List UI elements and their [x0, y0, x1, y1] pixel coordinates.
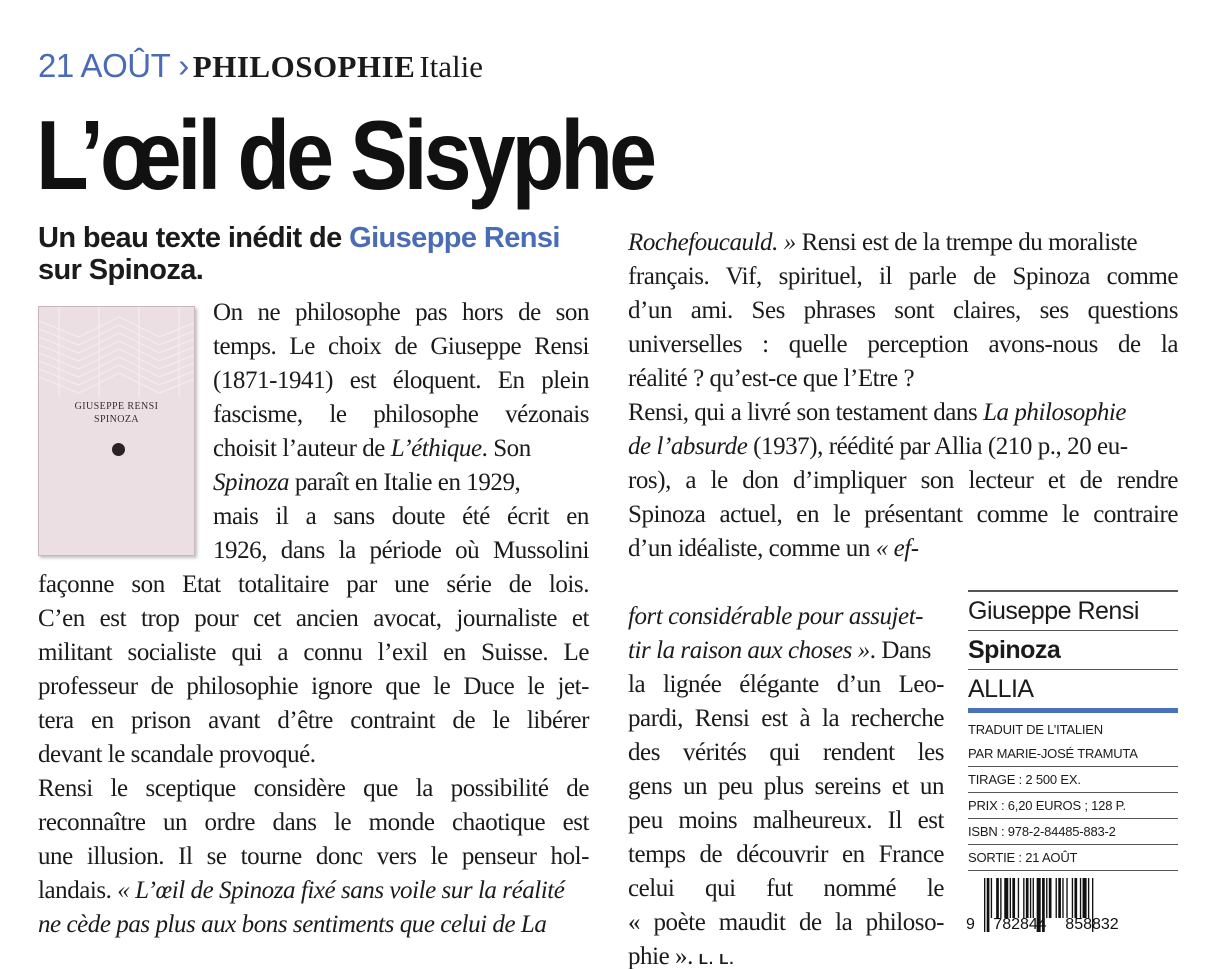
barcode-digit-lead: 9: [966, 916, 975, 933]
text-line: (1871-1941) est éloquent. En plein: [213, 367, 589, 394]
factbox-isbn: ISBN : 978-2-84485-883-2: [968, 819, 1178, 845]
text-line: ros), a le don d’impliquer son lecteur et de rendre: [628, 467, 1178, 494]
factbox-author: Giuseppe Rensi: [968, 592, 1178, 631]
text-line: façonne son Etat totalitaire par une série de lois.: [38, 571, 589, 598]
barcode-bar: [1088, 878, 1089, 918]
book-title-absurde: de l’absurde: [628, 433, 748, 460]
text-line: mais il a sans doute été écrit en: [213, 503, 589, 530]
text-line: On ne philosophe pas hors de son: [213, 299, 589, 326]
text-run: . Dans: [869, 637, 931, 664]
book-factbox: [968, 590, 1178, 871]
text-line: Rensi le sceptique considère que la possibilité de: [38, 775, 589, 802]
quote-run: « L’œil de Spinoza fixé sans voile sur la réalité: [117, 877, 565, 904]
book-title-ethique: L’éthique: [390, 435, 482, 462]
kicker-rubric: PHILOSOPHIE: [192, 49, 416, 84]
book-title-philosophie: La philosophie: [983, 399, 1127, 426]
column-1-body: [38, 568, 589, 942]
text-line: [628, 396, 1178, 430]
text-line: tera en prison avant d’être contraint de le libérer: [38, 707, 589, 734]
text-line: [628, 430, 1178, 464]
text-line: 1926, dans la période où Mussolini: [213, 537, 589, 564]
book-title-spinoza: Spinoza: [213, 469, 290, 496]
text-line: la lignée élégante d’un Leo-: [628, 671, 944, 698]
text-run: d’un idéaliste, comme un: [628, 535, 876, 562]
author-signature: L. L.: [698, 951, 735, 968]
quote-run: ne cède pas plus aux bons sentiments que celui de La: [38, 911, 547, 938]
text-line: fascisme, le philosophe vézonais: [213, 401, 589, 428]
section-kicker: [38, 46, 483, 86]
barcode-bar: [1023, 878, 1024, 918]
text-run: Rensi est de la trempe du moraliste: [795, 229, 1138, 256]
quote-run: Rochefoucauld. »: [628, 229, 796, 256]
barcode-bar: [1080, 878, 1081, 918]
text-line: peu moins malheureux. Il est: [628, 807, 944, 834]
isbn-barcode: [966, 876, 1140, 940]
factbox-publisher: ALLIA: [968, 675, 1034, 703]
barcode-bar: [1012, 878, 1015, 918]
column-2-narrow: [628, 600, 944, 969]
kicker-country: Italie: [419, 49, 484, 84]
text-line: « poète maudit de la philoso-: [628, 909, 944, 936]
barcode-bar: [1083, 878, 1087, 918]
text-run: (1937), réédité par Allia (210 p., 20 eu-: [747, 433, 1128, 460]
headline: L’œil de Sisyphe: [36, 100, 654, 210]
text-line: militant socialiste qui a connu l’exil en Suisse. Le: [38, 639, 589, 666]
text-line: [628, 226, 1178, 260]
factbox-price: PRIX : 6,20 EUROS ; 128 P.: [968, 793, 1178, 819]
text-line: celui qui fut nommé le: [628, 875, 944, 902]
barcode-bar: [1049, 878, 1052, 918]
lead-text-2: sur Spinoza.: [38, 254, 204, 286]
text-line: temps de découvrir en France: [628, 841, 944, 868]
barcode-bar: [1004, 878, 1008, 918]
barcode-bar: [1018, 878, 1019, 918]
cover-author: GIUSEPPE RENSI: [74, 401, 159, 412]
barcode-digits-left: 782844: [993, 916, 1047, 933]
text-line: [628, 532, 1178, 566]
factbox-translation-2: PAR MARIE-JOSÉ TRAMUTA: [968, 741, 1178, 767]
barcode-bar: [1058, 878, 1061, 918]
kicker-date: 21 AOÛT ›: [38, 47, 189, 84]
text-line: [38, 874, 589, 908]
factbox-translation-1: TRADUIT DE L’ITALIEN: [968, 722, 1103, 737]
barcode-bar: [1033, 878, 1034, 918]
factbox-release: SORTIE : 21 AOÛT: [968, 845, 1178, 871]
text-line: pardi, Rensi est à la recherche: [628, 705, 944, 732]
barcode-bar: [1026, 878, 1029, 918]
barcode-bar: [1046, 878, 1047, 918]
cover-pattern: [39, 307, 195, 556]
text-run: . Son: [481, 435, 531, 462]
text-line: C’en est trop pour cet ancien avocat, journaliste et: [38, 605, 589, 632]
quote-run: « ef-: [875, 535, 919, 562]
barcode-bar: [1074, 878, 1077, 918]
text-line: [628, 634, 944, 668]
text-line: devant le scandale provoqué.: [38, 741, 316, 768]
text-line: d’un ami. Ses phrases sont claires, ses questions: [628, 297, 1178, 324]
barcode-bar: [1066, 878, 1067, 918]
lead-author: Giuseppe Rensi: [349, 222, 560, 254]
text-line: reconnaître un ordre dans le monde chaotique est: [38, 809, 589, 836]
barcode-digits-right: 858832: [1065, 916, 1119, 933]
text-run: landais.: [38, 877, 118, 904]
text-line: Spinoza actuel, en le présentant comme le contraire: [628, 501, 1178, 528]
barcode-bar: [1010, 878, 1011, 918]
text-line: professeur de philosophie ignore que le Duce le jet-: [38, 673, 589, 700]
text-line: réalité ? qu’est-ce que l’Etre ?: [628, 365, 915, 392]
quote-run: fort considérable pour assujet-: [628, 603, 924, 630]
factbox-title: Spinoza: [968, 631, 1178, 670]
factbox-accent-rule: [968, 708, 1178, 713]
text-line: une illusion. Il se tourne donc vers le penseur hol-: [38, 843, 589, 870]
barcode-bar: [1072, 878, 1073, 918]
text-line: des vérités qui rendent les: [628, 739, 944, 766]
barcode-bar: [1000, 878, 1001, 918]
lead-text-1: Un beau texte inédit de: [38, 222, 350, 254]
text-line: [628, 940, 944, 969]
barcode-bar: [1030, 878, 1031, 918]
text-run: choisit l’auteur de: [213, 435, 391, 462]
text-run: paraît en Italie en 1929,: [289, 469, 521, 496]
text-run: Rensi, qui a livré son testament dans: [628, 399, 984, 426]
book-cover-image: [38, 306, 195, 556]
barcode-bar: [996, 878, 999, 918]
column-2-body: [628, 226, 1178, 566]
text-line: gens un peu plus sereins et un: [628, 773, 944, 800]
text-line: temps. Le choix de Giuseppe Rensi: [213, 333, 589, 360]
barcode-bar: [1056, 878, 1057, 918]
lead-paragraph: [38, 222, 598, 286]
text-run: phie ».: [628, 943, 693, 969]
cover-title: SPINOZA: [93, 414, 140, 425]
text-line: français. Vif, spirituel, il parle de Spinoza comme: [628, 263, 1178, 290]
barcode-bar: [1062, 878, 1063, 918]
column-1-intro: [213, 296, 589, 568]
text-line: [213, 432, 589, 466]
cover-emblem: [112, 443, 125, 456]
factbox-print-run: TIRAGE : 2 500 EX.: [968, 767, 1178, 793]
text-line: [628, 600, 944, 634]
quote-run: tir la raison aux choses »: [628, 637, 870, 664]
barcode-bar: [991, 878, 992, 918]
barcode-digits: [966, 916, 1128, 934]
text-line: [38, 908, 589, 942]
text-line: [213, 466, 589, 500]
text-line: universelles : quelle perception avons-nous de la: [628, 331, 1178, 358]
